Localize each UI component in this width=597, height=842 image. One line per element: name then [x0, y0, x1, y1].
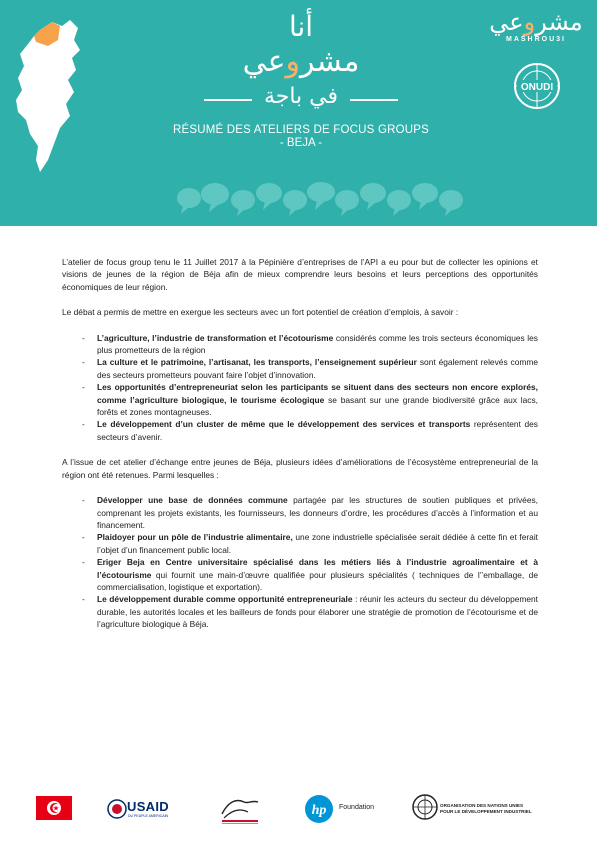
list-item: - L’agriculture, l’industrie de transformation et l’écotourisme considérés comme les trois secteurs économiques les plus prometteurs de la région [82, 332, 538, 356]
partner-logos [0, 790, 597, 830]
header-banner [0, 0, 597, 226]
sectors-list [62, 332, 538, 444]
list-item: - La culture et le patrimoine, l’artisanat, les transports, l’enseignement supérieur sont également relevés comme des secteurs prometteurs pouvant faire l’objet d’innovation. [82, 357, 538, 380]
speech-bubbles-icon [175, 180, 465, 220]
ideas-list [62, 494, 538, 630]
intro-paragraph: L’atelier de focus group tenu le 11 Juillet 2017 à la Pépinière d’entreprises de l’API a eu pour but de collecter les opinions et visions de jeunes de la région de Béja afin de mieux comprendre leurs besoins et leurs perceptions des opportunités économiques de leur région. [62, 257, 538, 292]
onudi-logo-icon [507, 56, 567, 116]
divider [204, 99, 252, 101]
arabic-title-line1: أنا [288, 10, 314, 43]
tunisia-map-icon [0, 0, 150, 200]
svg-text:ONUDI: ONUDI [520, 82, 554, 93]
arabic-title-line3: في باجة [263, 84, 339, 109]
usaid-seal-icon [107, 799, 127, 819]
list-item: - Eriger Beja en Centre universitaire spécialisé dans les métiers liés à l’industrie agroalimentaire et à l’écotourisme qui fournit une main-d’œuvre qualifiée pour plusieurs spécialités ( techniques de l’’emballage, de commercialisation, logistique et exportation). [82, 557, 538, 592]
list-item: - Développer une base de données commune partagée par les structures de soutien publiques et privées, comprenant les projets existants, les fournisseurs, les donneurs d’ordre, les procédures d’accès à l’information et au financement. [82, 495, 538, 530]
page-subtitle: RÉSUMÉ DES ATELIERS DE FOCUS GROUPS [172, 124, 429, 136]
list-item: - Plaidoyer pour un pôle de l’industrie alimentaire, une zone industrielle spécialisée serait dédiée à cette fin et ferait l’objet d’un financement public local. [82, 532, 539, 555]
tunisia-flag-icon [36, 796, 72, 820]
svg-text:hp: hp [311, 803, 327, 818]
usaid-logo: USAID DU PEUPLE AMERICAIN [107, 797, 179, 821]
list-item: - Les opportunités d’entrepreneuriat selon les participants se situent dans des secteurs non encore explorés, comme l’agriculture biologique, le tourisme écologique se basant sur une grande biodiversité grâce aux lacs, forêts et zones montagneuses. [82, 382, 538, 418]
list-item: - Le développement d’un cluster de même que le développement des services et transports représentent des secteurs d’avenir. [82, 419, 538, 442]
divider [350, 99, 398, 101]
header-title-block [150, 10, 452, 149]
un-emblem-icon [412, 794, 438, 820]
hp-foundation-label: Foundation [339, 804, 375, 811]
arabic-title-line2: مشروعي [242, 44, 360, 79]
hands-logo-icon [218, 792, 262, 826]
document-body [62, 256, 538, 644]
unido-label: ORGANISATION DES NATIONS UNIES POUR LE DÉVELOPPEMENT INDUSTRIEL [440, 803, 532, 814]
ideas-intro-paragraph: A l’issue de cet atelier d’échange entre jeunes de Béja, plusieurs idées d’améliorations de l’écosystème entrepreneurial de la région ont été retenues. Parmi lesquelles : [62, 457, 538, 480]
mashrou3i-logo: مشروعي MASHROU3I [489, 8, 583, 43]
hp-logo-icon [304, 794, 334, 824]
list-item: - Le développement durable comme opportunité entrepreneuriale : réunir les acteurs du secteur du développement durable, les autorités locales et les bailleurs de fonds pour élaborer une stratégie de promotion de l’écotourisme et de l’agriculture biologique à Béja. [82, 594, 539, 630]
location-label: - BEJA - [279, 137, 323, 149]
debate-paragraph: Le débat a permis de mettre en exergue les secteurs avec un fort potentiel de création d’emplois, à savoir : [62, 307, 459, 318]
